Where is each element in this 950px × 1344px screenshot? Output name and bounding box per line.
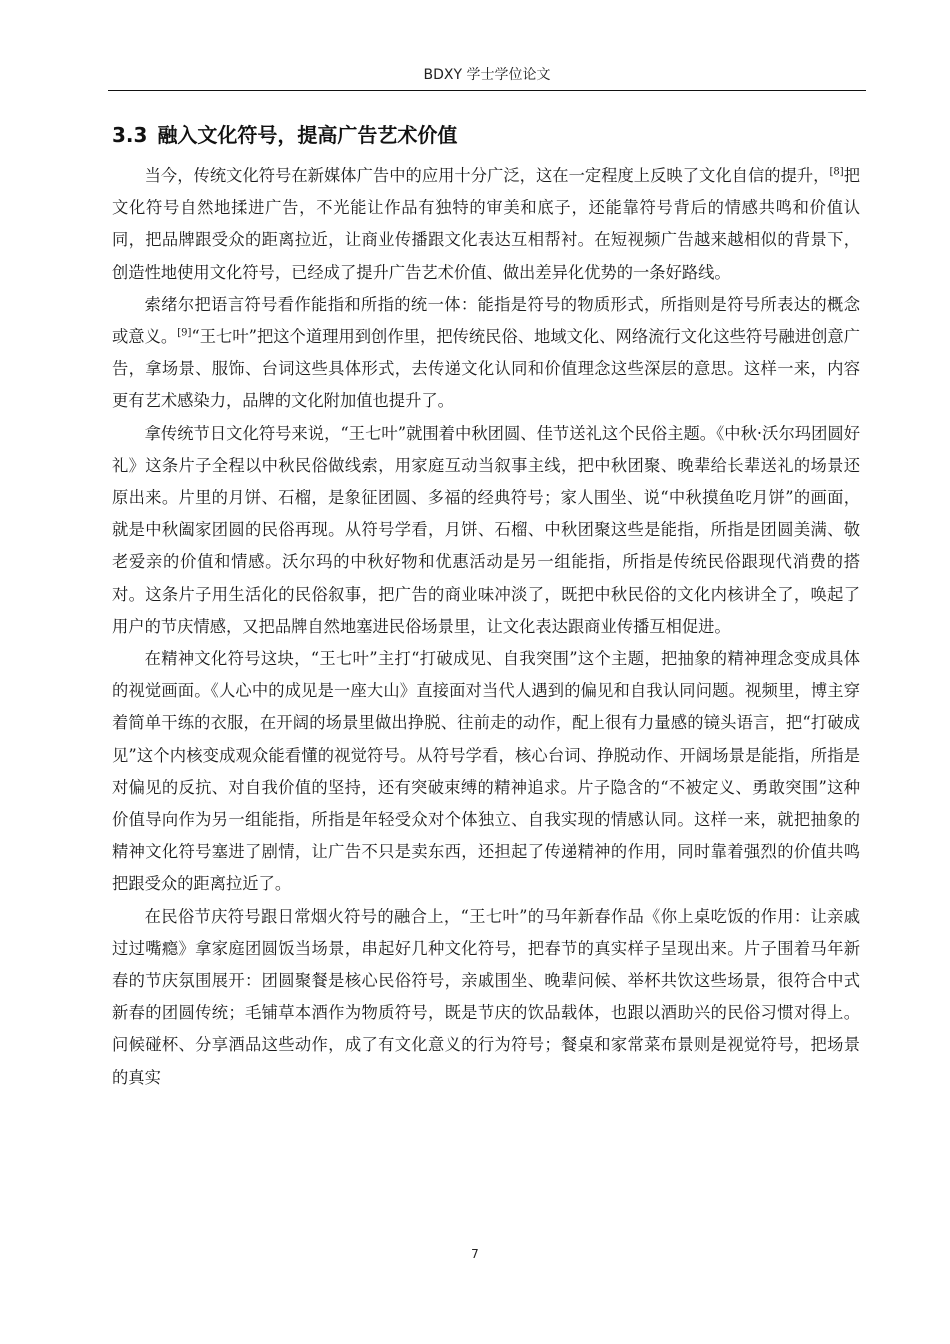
section-number: 3.3 xyxy=(112,123,148,147)
paragraph-text: “王七叶”把这个道理用到创作里，把传统民俗、地域文化、网络流行文化这些符号融进创意广告，拿场景、服饰、台词这些具体形式，去传递文化认同和价值理念这些深层的意思。这样一来，内容更有艺术感染力，品牌的文化附加值也提升了。 xyxy=(112,327,860,411)
section-title: 融入文化符号，提高广告艺术价值 xyxy=(157,123,458,147)
paragraph-text: 当今，传统文化符号在新媒体广告中的应用十分广泛，这在一定程度上反映了文化自信的提升， xyxy=(144,166,830,185)
paragraph xyxy=(112,418,860,643)
citation-marker: [9] xyxy=(177,327,192,339)
paragraph-text: 拿传统节日文化符号来说，“王七叶”就围着中秋团圆、佳节送礼这个民俗主题。《中秋·沃尔玛团圆好礼》这条片子全程以中秋民俗做线索，用家庭互动当叙事主线，把中秋团聚、晚辈给长辈送礼的场景还原出来。片里的月饼、石榴，是象征团圆、多福的经典符号；家人围坐、说“中秋摸鱼吃月饼”的画面，就是中秋阖家团圆的民俗再现。从符号学看，月饼、石榴、中秋团聚这些是能指，所指是团圆美满、敬老爱亲的价值和情感。沃尔玛的中秋好物和优惠活动是另一组能指，所指是传统民俗跟现代消费的搭对。这条片子用生活化的民俗叙事，把广告的商业味冲淡了，既把中秋民俗的文化内核讲全了，唤起了用户的节庆情感，又把品牌自然地塞进民俗场景里，让文化表达跟商业传播互相促进。 xyxy=(112,423,860,636)
paragraph xyxy=(112,289,860,418)
paragraph xyxy=(112,643,860,901)
body-text xyxy=(112,160,860,1094)
citation-marker: [8] xyxy=(829,166,844,178)
section-heading xyxy=(112,121,852,149)
page-number: 7 xyxy=(471,1247,479,1261)
paragraph-text: 在民俗节庆符号跟日常烟火符号的融合上，“王七叶”的马年新春作品《你上桌吃饭的作用：让亲戚过过嘴瘾》拿家庭团圆饭当场景，串起好几种文化符号，把春节的真实样子呈现出来。片子围着马年新春的节庆氛围展开：团圆聚餐是核心民俗符号，亲戚围坐、晚辈问候、举杯共饮这些场景，很符合中式新春的团圆传统；毛铺草本酒作为物质符号，既是节庆的饮品载体，也跟以酒助兴的民俗习惯对得上。问候碰杯、分享酒品这些动作，成了有文化意义的行为符号；餐桌和家常菜布景则是视觉符号，把场景的真实 xyxy=(112,906,860,1087)
paragraph xyxy=(112,901,860,1094)
paragraph-text: 把文化符号自然地揉进广告，不光能让作品有独特的审美和底子，还能靠符号背后的情感共鸣和价值认同，把品牌跟受众的距离拉近，让商业传播跟文化表达互相帮衬。在短视频广告越来越相似的背景下，创造性地使用文化符号，已经成了提升广告艺术价值、做出差异化优势的一条好路线。 xyxy=(112,166,860,282)
running-header: BDXY 学士学位论文 xyxy=(423,67,551,83)
paragraph-text: 在精神文化符号这块，“王七叶”主打“打破成见、自我突围”这个主题，把抽象的精神理念变成具体的视觉画面。《人心中的成见是一座大山》直接面对当代人遇到的偏见和自我认同问题。视频里，博主穿着简单干练的衣服，在开阔的场景里做出挣脱、往前走的动作，配上很有力量感的镜头语言，把“打破成见”这个内核变成观众能看懂的视觉符号。从符号学看，核心台词、挣脱动作、开阔场景是能指，所指是对偏见的反抗、对自我价值的坚持，还有突破束缚的精神追求。片子隐含的“不被定义、勇敢突围”这种价值导向作为另一组能指，所指是年轻受众对个体独立、自我实现的情感认同。这样一来，就把抽象的精神文化符号塞进了剧情，让广告不只是卖东西，还担起了传递精神的作用，同时靠着强烈的价值共鸣把跟受众的距离拉近了。 xyxy=(112,649,860,894)
paragraph-text: 索绪尔把语言符号看作能指和所指的统一体：能指是符号的物质形式，所指则是符号所表达的概念或意义。 xyxy=(112,294,860,347)
paragraph xyxy=(112,160,860,289)
header-rule xyxy=(108,90,866,91)
